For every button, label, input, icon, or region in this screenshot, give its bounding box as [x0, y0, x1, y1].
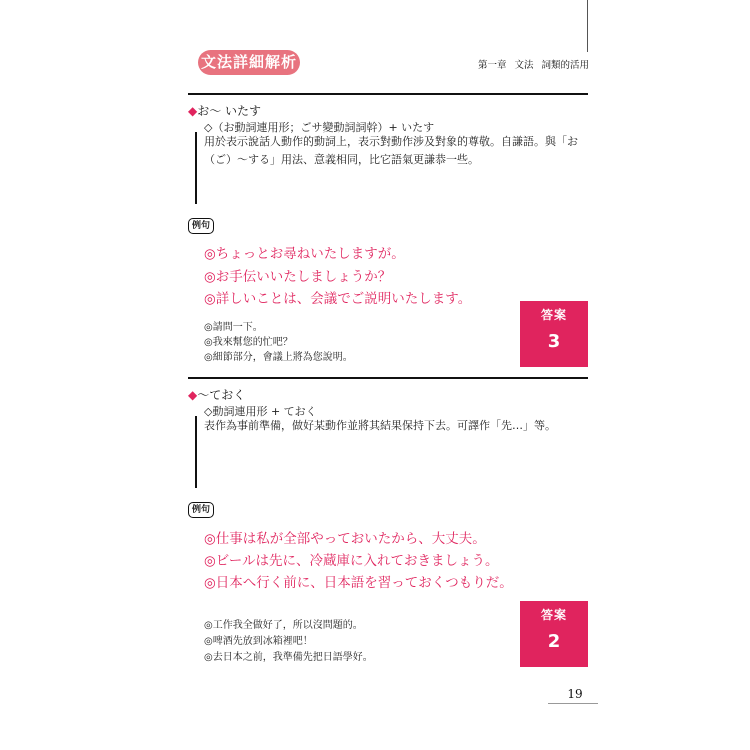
example-sentence: ◎ビールは先に、冷蔵庫に入れておきましょう。	[204, 553, 499, 569]
translation-line: ◎啤酒先放到冰箱裡吧！	[204, 636, 313, 647]
example-label: 例句	[188, 218, 214, 234]
grammar-formula: ◇動詞連用形 + ておく	[204, 405, 317, 418]
translation-line: ◎請問一下。	[204, 322, 263, 333]
grammar-description: 用於表示說話人動作的動詞上，表示對動作涉及對象的尊敬。自謙語。與「お（ご）～する」用法、意義相同，比它語氣更謙恭一些。	[204, 135, 578, 166]
answer-label: 答案	[540, 308, 567, 322]
explanation-bar	[195, 132, 197, 204]
topic-label: 詞類的活用	[541, 60, 590, 71]
answer-box	[520, 601, 588, 667]
grammar-heading: ◆～ておく	[188, 388, 246, 402]
chapter-label: 第一章	[478, 60, 507, 71]
example-sentence: ◎詳しいことは、会議でご説明いたします。	[204, 291, 472, 307]
example-sentence: ◎仕事は私が全部やっておいたから、大丈夫。	[204, 531, 486, 547]
top-divider	[587, 0, 588, 52]
answer-number: 2	[547, 631, 561, 652]
section-divider	[188, 93, 588, 95]
answer-number: 3	[547, 331, 561, 352]
example-sentence: ◎お手伝いいたしましょうか？	[204, 269, 392, 285]
section-label: 文法	[514, 60, 534, 71]
example-sentence: ◎ちょっとお尋ねいたしますが。	[204, 246, 405, 262]
page-number-underline	[548, 703, 598, 704]
answer-box	[520, 301, 588, 367]
example-sentence: ◎日本へ行く前に、日本語を習っておくつもりだ。	[204, 575, 513, 591]
translation-line: ◎工作我全做好了，所以沒問題的。	[204, 620, 363, 631]
translation-line: ◎我來幫您的忙吧？	[204, 337, 293, 348]
page-title: 文法詳細解析	[198, 50, 300, 75]
explanation-bar	[195, 416, 197, 488]
grammar-description: 表作為事前準備，做好某動作並將其結果保持下去。可譯作「先…」等。	[204, 419, 556, 432]
grammar-heading: ◆お～ いたす	[188, 104, 262, 118]
running-header	[470, 57, 588, 71]
translation-line: ◎去日本之前，我準備先把日語學好。	[204, 652, 373, 663]
example-label: 例句	[188, 502, 214, 518]
translation-line: ◎細節部分，會議上將為您說明。	[204, 352, 353, 363]
page-number: 19	[567, 687, 583, 701]
section-divider	[188, 377, 588, 379]
answer-label: 答案	[540, 608, 567, 622]
grammar-formula: ◇（お動詞連用形；ごサ變動詞詞幹）+ いたす	[204, 121, 435, 134]
